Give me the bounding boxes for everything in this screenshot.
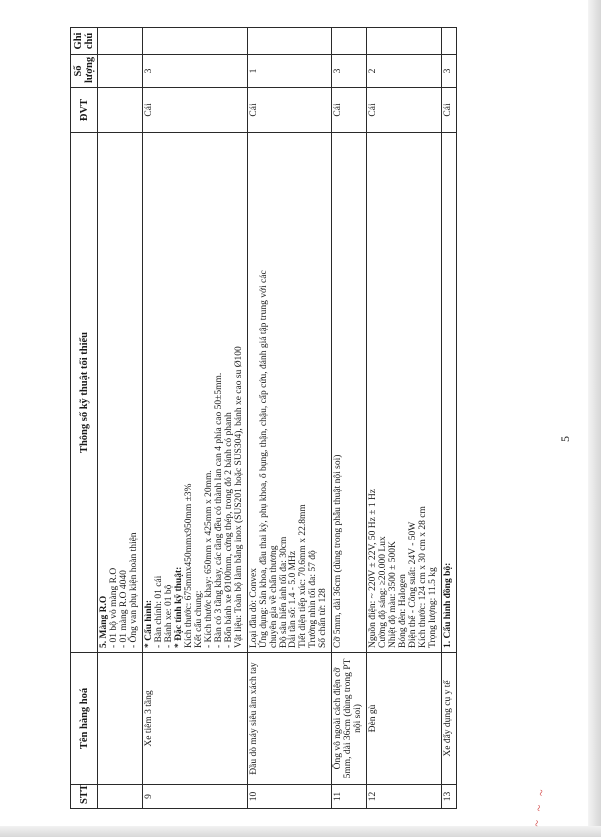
table-row: [442, 28, 457, 809]
spec-line: Kích thước: 124 cm x 30 cm x 28 cm: [418, 506, 429, 648]
red-stamp-mark: ~ ~ ~: [529, 785, 549, 828]
spec-line: Ứng dụng: Sản khoa, đầu thai kỳ, phụ khoa, ổ bụng, thận, chậu, cấp cứu, đánh giá tập trung với các: [258, 270, 269, 648]
cell-specs: [442, 133, 457, 653]
cell-qty: 2: [367, 55, 442, 88]
cell-unit: Cái: [142, 88, 247, 133]
cell-name: Xe đẩy dụng cụ y tế: [442, 653, 457, 785]
spec-line: Nguồn điện: ~ 220V ± 22V, 50 Hz ± 1 Hz: [368, 488, 379, 648]
table-row: [332, 28, 367, 809]
cell-specs: [332, 133, 367, 653]
header-unit: ĐVT: [71, 88, 98, 133]
spec-line: Nhiệt độ màu: 3500 ± 500K: [388, 541, 399, 648]
cell-qty: 3: [142, 55, 247, 88]
cell-note: [98, 28, 143, 55]
spec-line: - Bốn bánh xe Ø100mm, cứng thép, trong đó 2 bánh có phanh: [223, 412, 234, 648]
cell-name: Đèn gù: [367, 653, 442, 785]
spec-line: Độ sâu hiển ảnh tối đa: 30cm: [278, 536, 289, 648]
header-note: Ghi chú: [71, 28, 98, 55]
spec-line: Trường nhìn tối đa: 57 độ: [308, 550, 319, 648]
spec-line: Dải tần số: 1.4 - 5.0 MHz: [288, 550, 299, 648]
cell-name: Xe tiêm 3 tầng: [142, 653, 247, 785]
spec-line: - 01 màng R.O 4040: [118, 570, 129, 648]
cell-stt: [98, 785, 143, 809]
cell-qty: 3: [442, 55, 457, 88]
spec-line: - Kích thước khay: 650mm x 425mm x 20mm.: [203, 470, 214, 648]
cell-qty: [98, 55, 143, 88]
spec-line: Kết cấu chung:: [193, 590, 204, 648]
table-row: [247, 28, 332, 809]
spec-line: 5. Màng R.O: [99, 595, 110, 648]
cell-unit: [98, 88, 143, 133]
cell-stt: 10: [247, 785, 332, 809]
table-row: [98, 28, 143, 809]
cell-note: [247, 28, 332, 55]
header-specs: Thông số kỹ thuật tối thiểu: [71, 133, 98, 653]
cell-specs: [142, 133, 247, 653]
spec-line: Số chấn tử: 128: [318, 588, 329, 648]
cell-specs: [98, 133, 143, 653]
cell-specs: [367, 133, 442, 653]
cell-unit: Cái: [332, 88, 367, 133]
cell-specs: [247, 133, 332, 653]
table-row: [142, 28, 247, 809]
spec-line: - 01 bộ vỏ màng R.O: [109, 567, 119, 648]
spec-line: Cường độ sáng: ≥20.000 Lux: [378, 536, 389, 648]
cell-stt: 11: [332, 785, 367, 809]
cell-stt: 9: [142, 785, 247, 809]
cell-note: [442, 28, 457, 55]
spec-line: chuyên gia về chấn thương: [268, 545, 279, 648]
header-qty: Số lượng: [71, 55, 98, 88]
header-name: Tên hàng hoá: [71, 653, 98, 785]
spec-table: [70, 27, 457, 809]
spec-line: - Bàn có 3 tầng khay, các tầng đều có thành lan can 4 phía cao 50±5mm.: [213, 372, 224, 648]
spec-line: - Bàn chính: 01 cái: [153, 575, 164, 648]
cell-unit: Cái: [442, 88, 457, 133]
cell-unit: Cái: [367, 88, 442, 133]
spec-line: Vật liệu: Toàn bộ làm bằng inox (SUS201 hoặc SUS304), bánh xe cao su Ø100: [233, 346, 244, 648]
cell-note: [367, 28, 442, 55]
cell-qty: 3: [332, 55, 367, 88]
spec-line: - Bánh xe: 01 bộ: [163, 584, 174, 648]
cell-stt: 13: [442, 785, 457, 809]
cell-note: [142, 28, 247, 55]
spec-line: - Ống van phụ kiện hoàn thiện: [128, 532, 139, 648]
cell-name: Ống vô ngoài cách điện cỡ 5mm, dài 36cm (dùng trong PT nội soi): [332, 653, 367, 785]
page-number: 5: [558, 436, 572, 442]
cell-note: [332, 28, 367, 55]
table-row: [367, 28, 442, 809]
cell-name: Đầu dò máy siêu âm xách tay: [247, 653, 332, 785]
cell-name: [98, 653, 143, 785]
spec-line: Tiết diện tiếp xúc: 70.6mm x 22.8mm: [298, 504, 309, 648]
spec-line: Bóng đèn: Halogen: [398, 574, 409, 648]
spec-line: * Đặc tính kỹ thuật:: [173, 566, 184, 648]
spec-line: Điện thế - Công suất: 24V - 50W: [408, 521, 419, 648]
spec-line: * Cấu hình:: [143, 599, 154, 648]
spec-line: Loại đầu dò: Convex: [248, 568, 259, 648]
spec-line: 1. Cấu hình đồng bộ:: [443, 562, 454, 648]
cell-stt: 12: [367, 785, 442, 809]
cell-unit: Cái: [247, 88, 332, 133]
spec-line: Trọng lượng: 11.5 kg: [428, 567, 439, 648]
table-header-row: [71, 28, 98, 809]
spec-line: Cỡ 5mm, dài 36cm (dùng trong phẫu thuật nội soi): [333, 454, 344, 648]
cell-qty: 1: [247, 55, 332, 88]
header-stt: STT: [71, 785, 98, 809]
spec-line: Kích thước: 675mmx450mmx950mm ±3%: [183, 483, 194, 648]
